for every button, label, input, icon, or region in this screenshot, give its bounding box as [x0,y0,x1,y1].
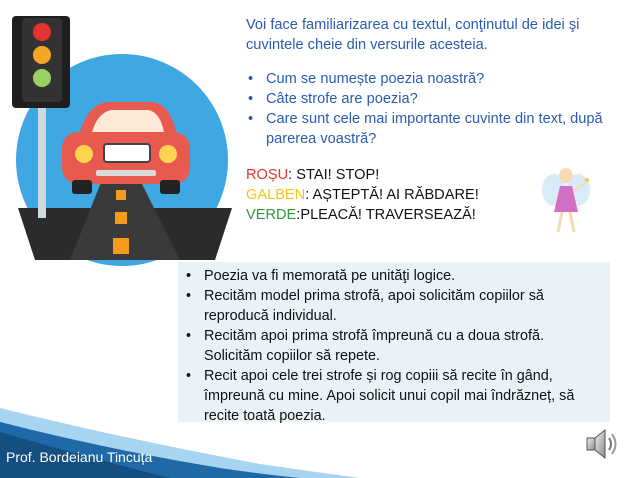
footer-author: Prof. Bordeianu Tincuța [6,449,153,465]
fairy-illustration [540,160,592,238]
signal-yellow-text: : AȘTEPTĂ! AI RĂBDARE! [305,187,479,203]
signal-yellow-label: GALBEN [246,187,306,203]
step-item: • Recităm model prima strofă, apoi solicităm copiilor să reproducă individual. [184,286,600,326]
traffic-light-car-illustration [0,0,240,290]
question-item: • Cum se numește poezia noastră? [246,69,626,89]
speaker-icon[interactable] [583,424,623,464]
signal-red-text: : STAI! STOP! [288,167,380,183]
step-item: • Recit apoi cele trei strofe și rog copiii să recite în gând, împreună cu mine. Apoi solicit unui copil mai îndrăzneț, să recite toată poezia. [184,366,600,426]
signal-green-text: :PLEACĂ! TRAVERSEAZĂ! [296,207,476,223]
step-item: • Recităm apoi prima strofă împreună cu a doua strofă. Solicităm copiilor să repete. [184,326,600,366]
question-item: • Câte strofe are poezia? [246,89,626,109]
intro-text: Voi face familiarizarea cu textul, conţinutul de idei şi cuvintele cheie din versurile acesteia. [246,17,580,53]
step-item: • Poezia va fi memorată pe unităţi logice. [184,266,600,286]
question-item: • Care sunt cele mai importante cuvinte din text, după parerea voastră? [246,109,626,149]
question-list [246,69,626,149]
signal-red-label: ROȘU [246,167,289,183]
signal-green-label: VERDE [246,207,297,223]
